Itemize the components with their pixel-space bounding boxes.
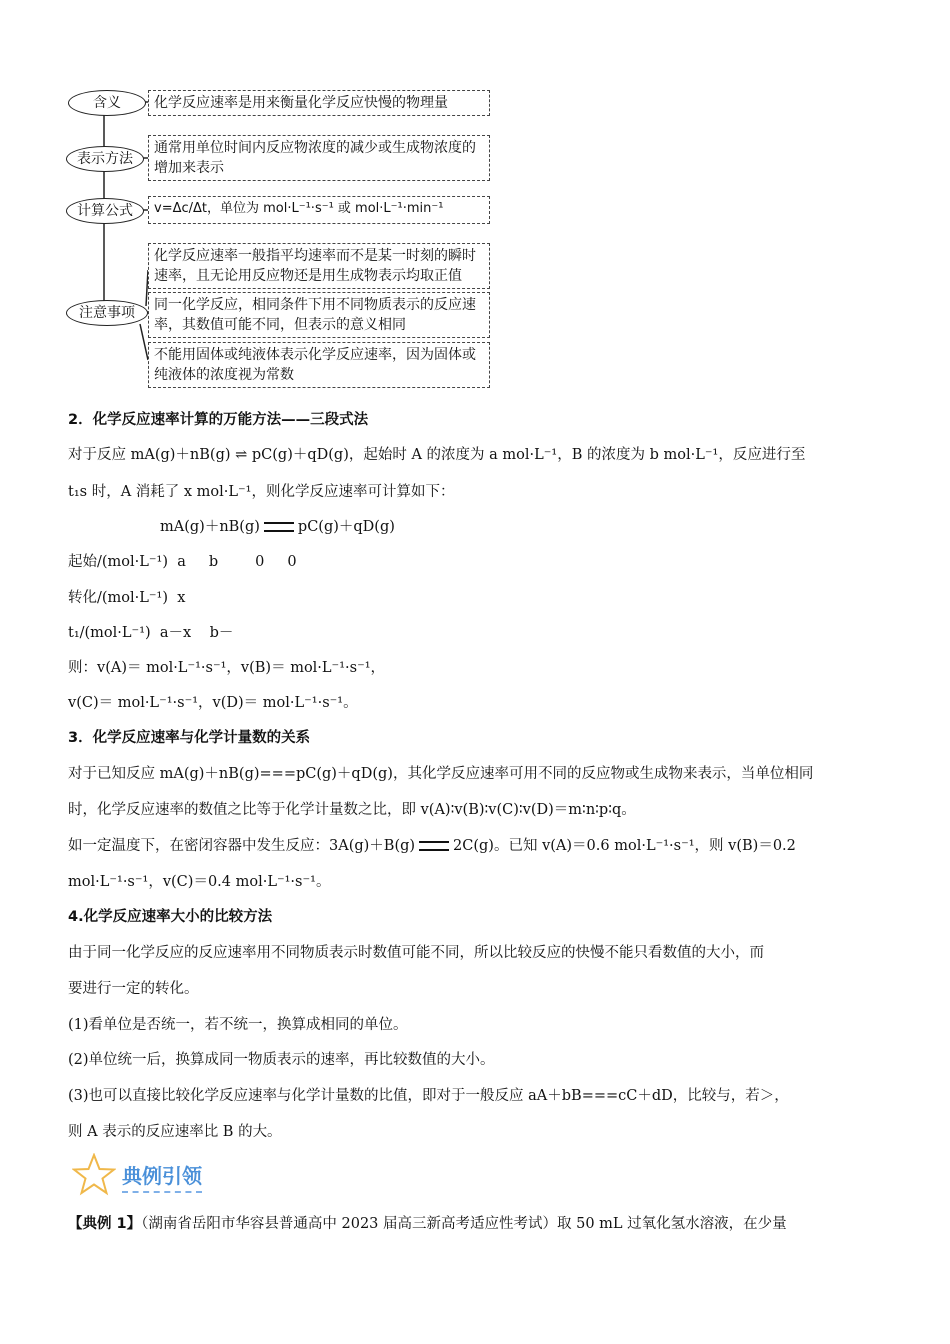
box-note-3: 不能用固体或纯液体表示化学反应速率，因为固体或纯液体的浓度视为常数	[148, 342, 490, 388]
row-t1: t₁/(mol·L⁻¹) a－x b－	[68, 625, 234, 641]
box-formula: v=Δc/Δt，单位为 mol·L⁻¹·s⁻¹ 或 mol·L⁻¹·min⁻¹	[148, 196, 490, 224]
box-note-2: 同一化学反应，相同条件下用不同物质表示的反应速率，其数值可能不同，但表示的意义相同	[148, 292, 490, 338]
section-2-p2: t₁s 时，A 消耗了 x mol·L⁻¹，则化学反应速率可计算如下：	[68, 484, 455, 500]
section-4-heading: 4.化学反应速率大小的比较方法	[68, 909, 273, 925]
example-label: 【典例 1】	[68, 1216, 142, 1232]
section-3-p2: 时，化学反应速率的数值之比等于化学计量数之比，即 v(A)∶v(B)∶v(C)∶v(D)＝m∶n∶p∶q。	[68, 802, 636, 818]
node-method: 表示方法	[66, 146, 144, 172]
section-4-item-2: (2)单位统一后，换算成同一物质表示的速率，再比较数值的大小。	[68, 1052, 495, 1068]
example-badge: 典例引领	[122, 1160, 202, 1193]
section-4-item-1: (1)看单位是否统一，若不统一，换算成相同的单位。	[68, 1017, 408, 1033]
box-method: 通常用单位时间内反应物浓度的减少或生成物浓度的增加来表示	[148, 135, 490, 181]
section-3-p3	[68, 836, 796, 856]
section-3-p3a: 如一定温度下，在密闭容器中发生反应：3A(g)＋B(g)	[68, 838, 416, 854]
node-meaning: 含义	[68, 90, 146, 116]
rate-line-1: 则：v(A)＝ mol·L⁻¹·s⁻¹，v(B)＝ mol·L⁻¹·s⁻¹，	[68, 660, 386, 676]
section-3-p1: 对于已知反应 mA(g)＋nB(g)===pC(g)＋qD(g)，其化学反应速率可用不同的反应物或生成物来表示，当单位相同	[68, 766, 814, 782]
section-4-p2: 要进行一定的转化。	[68, 981, 199, 997]
box-meaning: 化学反应速率是用来衡量化学反应快慢的物理量	[148, 90, 490, 116]
row-initial: 起始/(mol·L⁻¹) a b 0 0	[68, 554, 297, 570]
example-text: （湖南省岳阳市华容县普通高中 2023 届高三新高考适应性考试）取 50 mL 过氧化氢水溶液，在少量	[141, 1216, 787, 1232]
equation-line	[160, 517, 395, 537]
node-notes: 注意事项	[66, 300, 148, 326]
equilibrium-sign	[264, 522, 294, 532]
section-4-item-4: 则 A 表示的反应速率比 B 的大。	[68, 1124, 282, 1140]
example-line	[68, 1214, 787, 1234]
box-note-1: 化学反应速率一般指平均速率而不是某一时刻的瞬时速率，且无论用反应物还是用生成物表示均取正值	[148, 243, 490, 289]
rate-line-2: v(C)＝ mol·L⁻¹·s⁻¹，v(D)＝ mol·L⁻¹·s⁻¹。	[68, 695, 358, 711]
equation-right: pC(g)＋qD(g)	[297, 519, 395, 535]
section-2-heading: 2．化学反应速率计算的万能方法——三段式法	[68, 412, 369, 428]
section-4-p1: 由于同一化学反应的反应速率用不同物质表示时数值可能不同，所以比较反应的快慢不能只看数值的大小，而	[68, 945, 764, 961]
row-change: 转化/(mol·L⁻¹) x	[68, 590, 186, 606]
section-3-p4: mol·L⁻¹·s⁻¹，v(C)＝0.4 mol·L⁻¹·s⁻¹。	[68, 874, 331, 890]
section-3-p3b: 2C(g)。已知 v(A)＝0.6 mol·L⁻¹·s⁻¹，则 v(B)＝0.2	[453, 838, 796, 854]
equation-left: mA(g)＋nB(g)	[160, 519, 260, 535]
node-formula: 计算公式	[66, 198, 144, 224]
section-4-item-3: (3)也可以直接比较化学反应速率与化学计量数的比值，即对于一般反应 aA＋bB===cC＋dD，比较与，若＞，	[68, 1088, 789, 1104]
concept-diagram	[62, 80, 502, 390]
section-2-p1: 对于反应 mA(g)＋nB(g) ⇌ pC(g)＋qD(g)，起始时 A 的浓度为 a mol·L⁻¹，B 的浓度为 b mol·L⁻¹，反应进行至	[68, 447, 806, 463]
section-3-heading: 3．化学反应速率与化学计量数的关系	[68, 730, 311, 746]
star-icon	[72, 1153, 116, 1201]
equilibrium-sign-2	[419, 841, 449, 851]
